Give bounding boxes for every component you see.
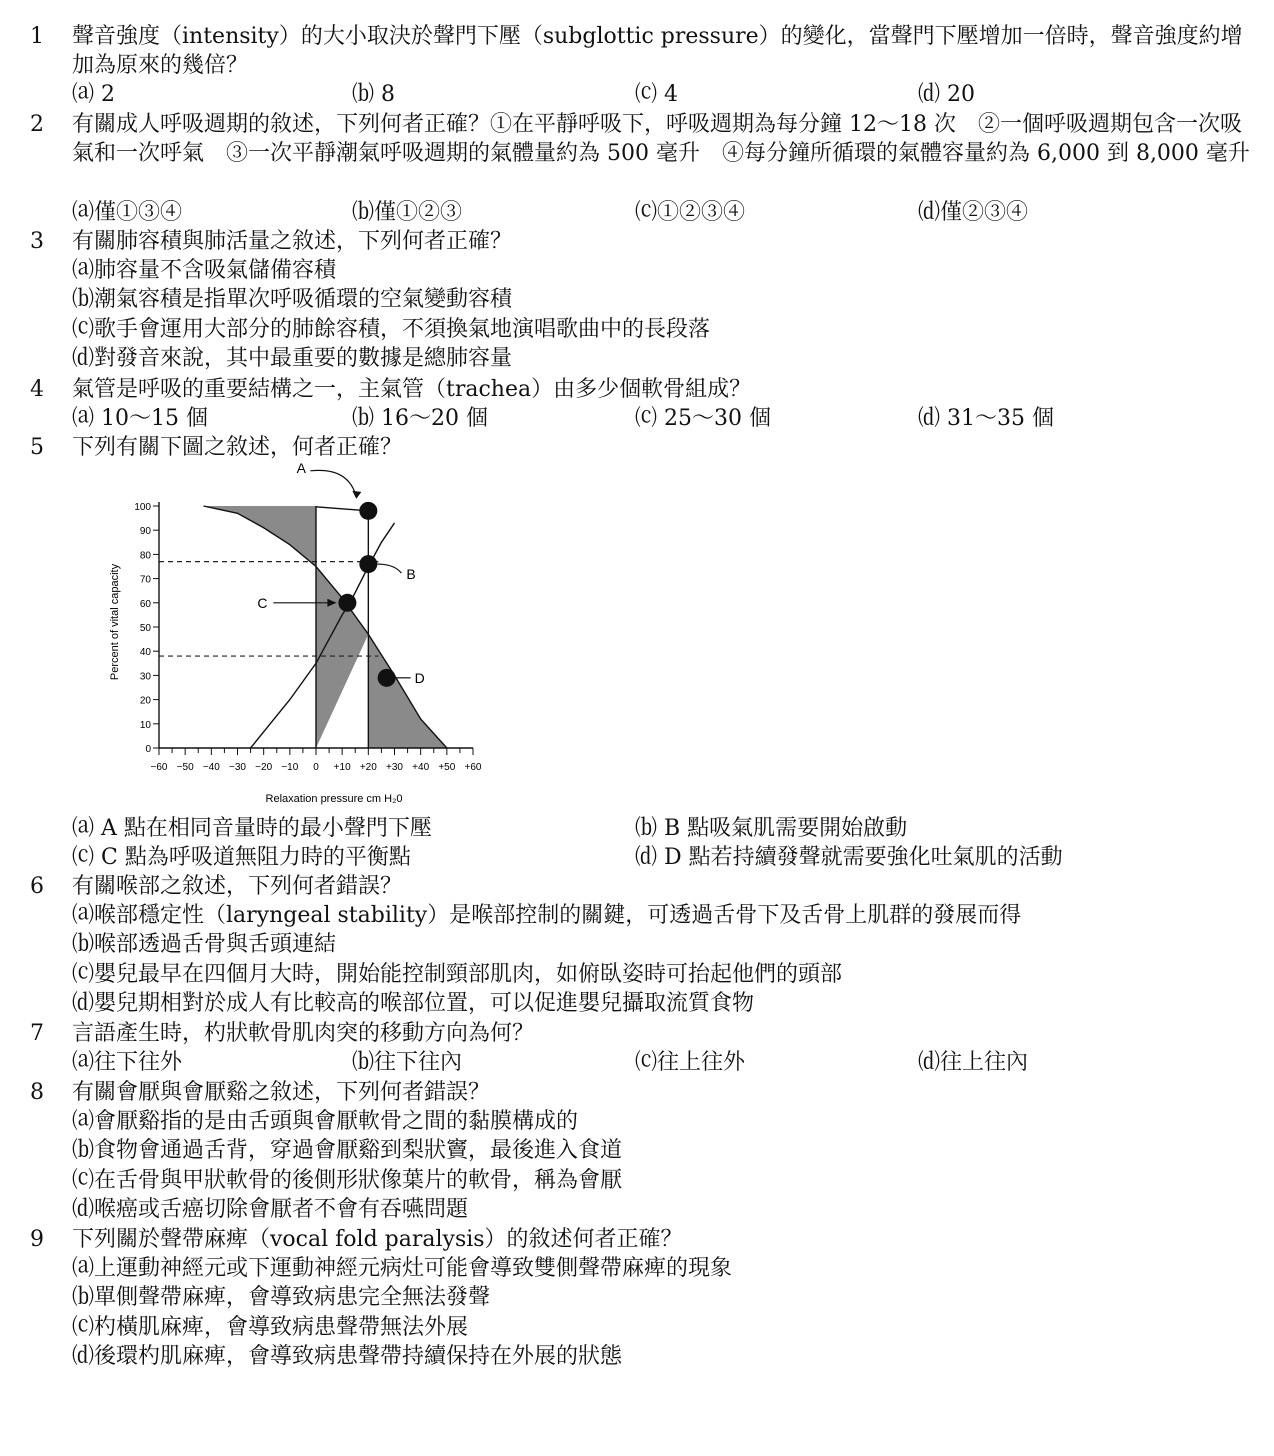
option-c[interactable]: ⒞嬰兒最早在四個月大時，開始能控制頸部肌肉，如俯臥姿時可抬起他們的頭部 [72, 962, 843, 987]
y-tick-label: 50 [139, 623, 151, 634]
y-tick-label: 20 [139, 695, 151, 707]
y-tick-label: 40 [139, 647, 151, 659]
option-c[interactable]: ⒞①②③④ [635, 200, 746, 225]
option-c[interactable]: ⒞杓橫肌麻痺，會導致病患聲帶無法外展 [72, 1315, 469, 1340]
option-d[interactable]: ⒟對發音來說，其中最重要的數據是總肺容量 [72, 346, 513, 371]
y-tick-label: 0 [145, 744, 151, 755]
option-a[interactable]: ⒜喉部穩定性（laryngeal stability）是喉部控制的關鍵，可透過舌骨下及舌骨上肌群的發展而得 [72, 903, 1022, 928]
x-tick-label: −20 [255, 762, 273, 773]
question-stem: 下列有關下圖之敘述，何者正確？ [72, 435, 403, 460]
option-b[interactable]: ⒝食物會通過舌背，穿過會厭谿到梨狀竇，最後進入食道 [72, 1138, 623, 1163]
arrow-b [377, 564, 401, 573]
relaxation-pressure-chart [100, 462, 500, 812]
option-b[interactable]: ⒝單側聲帶麻痺，會導致病患完全無法發聲 [72, 1285, 491, 1310]
option-b[interactable]: ⒝ 8 [352, 82, 395, 107]
y-tick-label: 70 [139, 574, 151, 586]
x-tick-label: −30 [229, 762, 246, 773]
option-c[interactable]: ⒞在舌骨與甲狀軟骨的後側形狀像葉片的軟骨，稱為會厭 [72, 1168, 623, 1193]
question-number: 7 [30, 1021, 44, 1046]
y-axis-label: Percent of vital capacity [109, 563, 121, 681]
y-tick-label: 90 [139, 526, 151, 538]
y-tick-label: 100 [134, 502, 151, 513]
shaded-region-left [203, 506, 316, 567]
option-d[interactable]: ⒟嬰兒期相對於成人有比較高的喉部位置，可以促進嬰兒攝取流質食物 [72, 991, 755, 1016]
question-stem: 氣管是呼吸的重要結構之一，主氣管（trachea）由多少個軟骨組成？ [72, 377, 752, 402]
option-c[interactable]: ⒞往上往外 [635, 1050, 746, 1075]
x-axis-label: Relaxation pressure cm H₂0 [265, 793, 403, 805]
option-a[interactable]: ⒜往下往外 [72, 1050, 183, 1075]
question-number: 6 [30, 874, 44, 899]
question-number: 9 [30, 1227, 44, 1252]
label-b: B [406, 566, 416, 583]
arrow-a [310, 470, 356, 496]
arrowhead-a [352, 491, 361, 499]
question-stem: 下列關於聲帶麻痺（vocal fold paralysis）的敘述何者正確？ [72, 1227, 683, 1252]
question-stem: 有關肺容積與肺活量之敘述，下列何者正確？ [72, 229, 513, 254]
option-a[interactable]: ⒜ 2 [72, 82, 115, 107]
option-b[interactable]: ⒝ 16～20 個 [352, 406, 488, 431]
option-c[interactable]: ⒞ C 點為呼吸道無阻力時的平衡點 [72, 845, 411, 870]
question-stem: 有關成人呼吸週期的敘述，下列何者正確？①在平靜呼吸下，呼吸週期為每分鐘 12～18 次 ②一個呼吸週期包含一次吸氣和一次呼氣 ③一次平靜潮氣呼吸週期的氣體量約為 500 毫升 ④每分鐘所循環的氣體容量約為 6,000 到 8,000 毫升 [72, 112, 1250, 166]
question-number: 3 [30, 229, 44, 254]
x-tick-label: +20 [359, 762, 377, 773]
point-b [359, 555, 377, 573]
point-d [378, 669, 396, 687]
question-stem: 言語產生時，杓狀軟骨肌肉突的移動方向為何？ [72, 1021, 535, 1046]
option-b[interactable]: ⒝喉部透過舌骨與舌頭連結 [72, 932, 337, 957]
question-number: 2 [30, 112, 44, 137]
option-a[interactable]: ⒜上運動神經元或下運動神經元病灶可能會導致雙側聲帶麻痺的現象 [72, 1256, 733, 1281]
y-tick-label: 10 [139, 719, 151, 731]
option-b[interactable]: ⒝僅①②③ [352, 200, 463, 225]
x-tick-label: 0 [313, 762, 319, 773]
label-a: A [296, 462, 307, 476]
x-tick-label: −50 [176, 762, 194, 773]
x-tick-label: −10 [281, 762, 299, 773]
option-a[interactable]: ⒜僅①③④ [72, 200, 183, 225]
shaded-region-right [316, 567, 447, 749]
option-c[interactable]: ⒞歌手會運用大部分的肺餘容積，不須換氣地演唱歌曲中的長段落 [72, 317, 711, 342]
option-b[interactable]: ⒝ B 點吸氣肌需要開始啟動 [635, 816, 908, 841]
option-b[interactable]: ⒝潮氣容積是指單次呼吸循環的空氣變動容積 [72, 287, 513, 312]
label-c: C [257, 594, 268, 611]
option-a[interactable]: ⒜會厭谿指的是由舌頭與會厭軟骨之間的黏膜構成的 [72, 1109, 579, 1134]
label-d: D [414, 669, 425, 686]
shaded-area [203, 506, 446, 748]
option-c[interactable]: ⒞ 4 [635, 82, 678, 107]
question-stem: 有關會厭與會厭谿之敘述，下列何者錯誤？ [72, 1080, 491, 1105]
option-a[interactable]: ⒜ 10～15 個 [72, 406, 208, 431]
x-tick-label: +60 [464, 762, 482, 773]
option-d[interactable]: ⒟ 20 [918, 82, 975, 107]
option-d[interactable]: ⒟後環杓肌麻痺，會導致病患聲帶持續保持在外展的狀態 [72, 1344, 623, 1369]
x-tick-label: +50 [438, 762, 456, 773]
option-a[interactable]: ⒜肺容量不含吸氣儲備容積 [72, 258, 337, 283]
option-c[interactable]: ⒞ 25～30 個 [635, 406, 771, 431]
question-stem: 有關喉部之敘述，下列何者錯誤？ [72, 874, 403, 899]
point-c [338, 594, 356, 612]
option-d[interactable]: ⒟往上往內 [918, 1050, 1029, 1075]
x-tick-label: −60 [150, 762, 168, 773]
y-tick-label: 80 [139, 550, 151, 562]
point-a [359, 502, 377, 520]
x-tick-label: −40 [202, 762, 220, 773]
option-d[interactable]: ⒟喉癌或舌癌切除會厭者不會有吞嚥問題 [72, 1197, 469, 1222]
question-stem: 聲音強度（intensity）的大小取決於聲門下壓（subglottic pressure）的變化，當聲門下壓增加一倍時，聲音強度約增加為原來的幾倍？ [72, 24, 1243, 78]
option-a[interactable]: ⒜ A 點在相同音量時的最小聲門下壓 [72, 816, 432, 841]
option-d[interactable]: ⒟僅②③④ [918, 200, 1029, 225]
option-d[interactable]: ⒟ 31～35 個 [918, 406, 1054, 431]
x-tick-label: +10 [333, 762, 351, 773]
y-tick-label: 30 [139, 671, 151, 683]
question-number: 4 [30, 377, 44, 402]
question-number: 8 [30, 1080, 44, 1105]
option-b[interactable]: ⒝往下往內 [352, 1050, 463, 1075]
option-d[interactable]: ⒟ D 點若持續發聲就需要強化吐氣肌的活動 [635, 845, 1063, 870]
x-tick-label: +40 [412, 762, 430, 773]
y-tick-label: 60 [139, 598, 151, 610]
x-tick-label: +30 [386, 762, 403, 773]
question-number: 1 [30, 24, 44, 49]
question-number: 5 [30, 435, 44, 460]
